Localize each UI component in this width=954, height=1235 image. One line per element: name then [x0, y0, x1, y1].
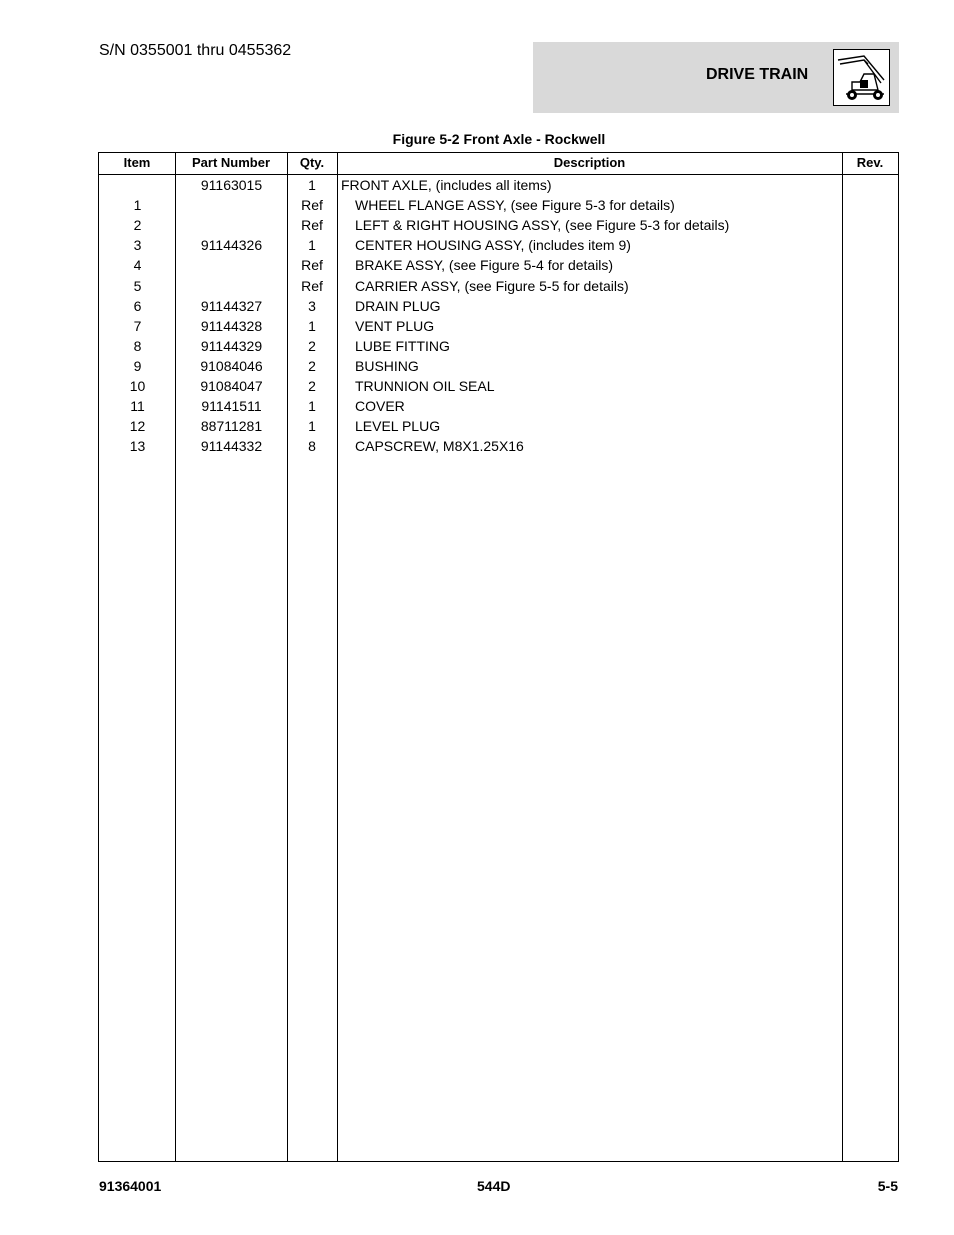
table-row	[99, 278, 898, 298]
table-row	[99, 398, 898, 418]
table-row	[99, 418, 898, 438]
figure-title: Figure 5-2 Front Axle - Rockwell	[392, 131, 606, 147]
item-cell: 9	[133, 357, 142, 374]
qty-cell: 1	[308, 418, 316, 435]
part-number-cell: 91144332	[200, 438, 263, 455]
telehandler-icon	[833, 49, 890, 106]
item-cell: 1	[133, 197, 142, 214]
item-cell: 11	[130, 398, 145, 415]
part-number-cell: 91144326	[200, 237, 263, 254]
qty-cell: Ref	[301, 257, 323, 274]
description-cell: VENT PLUG	[355, 317, 435, 334]
item-cell: 3	[133, 237, 142, 254]
part-number-cell: 91141511	[201, 398, 262, 415]
table-row	[99, 217, 898, 237]
column-header-qty: Qty.	[299, 155, 325, 170]
qty-cell: 2	[308, 337, 316, 354]
item-cell: 12	[129, 418, 146, 435]
part-number-cell: 91144329	[200, 337, 263, 354]
section-tab	[533, 42, 899, 113]
table-row	[99, 358, 898, 378]
table-row	[99, 237, 898, 257]
description-cell: CAPSCREW, M8X1.25X16	[355, 438, 524, 455]
part-number-cell: 88711281	[200, 418, 263, 435]
table-row	[99, 378, 898, 398]
qty-cell: Ref	[301, 197, 323, 214]
qty-cell: Ref	[301, 277, 323, 294]
qty-cell: Ref	[301, 217, 323, 234]
item-cell: 8	[133, 337, 142, 354]
table-row	[99, 298, 898, 318]
description-cell: BRAKE ASSY, (see Figure 5-4 for details)	[355, 257, 614, 274]
item-cell: 5	[133, 277, 142, 294]
table-row	[99, 257, 898, 277]
qty-cell: 1	[308, 237, 316, 254]
serial-range: S/N 0355001 thru 0455362	[99, 42, 292, 59]
description-cell: WHEEL FLANGE ASSY, (see Figure 5-3 for details)	[355, 197, 675, 214]
table-row	[99, 438, 898, 458]
description-cell: DRAIN PLUG	[355, 297, 441, 314]
item-cell: 7	[133, 317, 142, 334]
description-cell: LEFT & RIGHT HOUSING ASSY, (see Figure 5-3 for details)	[355, 217, 730, 234]
column-header-item: Item	[123, 155, 151, 170]
item-cell: 4	[133, 257, 142, 274]
part-number-cell: 91144327	[200, 297, 263, 314]
description-cell: FRONT AXLE, (includes all items)	[341, 177, 552, 193]
qty-cell: 1	[308, 398, 316, 415]
qty-cell: 1	[308, 317, 316, 334]
item-cell: 10	[129, 378, 146, 394]
document-number: 91364001	[99, 1178, 162, 1194]
page-number: 5-5	[877, 1178, 898, 1194]
qty-cell: 2	[308, 378, 316, 394]
part-number-cell: 91144328	[200, 317, 263, 334]
part-number-cell: 91163015	[200, 177, 263, 193]
table-row	[99, 177, 898, 197]
column-header-description: Description	[553, 155, 626, 170]
column-header-part-number: Part Number	[191, 155, 271, 170]
header-divider	[99, 174, 898, 175]
table-row	[99, 338, 898, 358]
description-cell: CENTER HOUSING ASSY, (includes item 9)	[355, 237, 631, 254]
qty-cell: 1	[308, 177, 316, 193]
description-cell: LEVEL PLUG	[355, 418, 441, 435]
part-number-cell: 91084047	[200, 378, 263, 394]
table-row	[99, 318, 898, 338]
model-number: 544D	[477, 1178, 511, 1194]
part-number-cell: 91084046	[200, 357, 263, 374]
qty-cell: 3	[308, 297, 316, 314]
description-cell: CARRIER ASSY, (see Figure 5-5 for details)	[355, 277, 629, 294]
column-header-rev: Rev.	[856, 155, 884, 170]
description-cell: COVER	[355, 398, 405, 415]
parts-table	[98, 152, 899, 1162]
item-cell: 6	[133, 297, 142, 314]
section-title: DRIVE TRAIN	[706, 66, 809, 83]
description-cell: TRUNNION OIL SEAL	[355, 378, 495, 394]
item-cell: 2	[133, 217, 142, 234]
qty-cell: 2	[308, 357, 316, 374]
item-cell: 13	[129, 438, 146, 455]
qty-cell: 8	[308, 438, 316, 455]
description-cell: BUSHING	[355, 357, 419, 374]
table-row	[99, 197, 898, 217]
description-cell: LUBE FITTING	[355, 337, 450, 354]
